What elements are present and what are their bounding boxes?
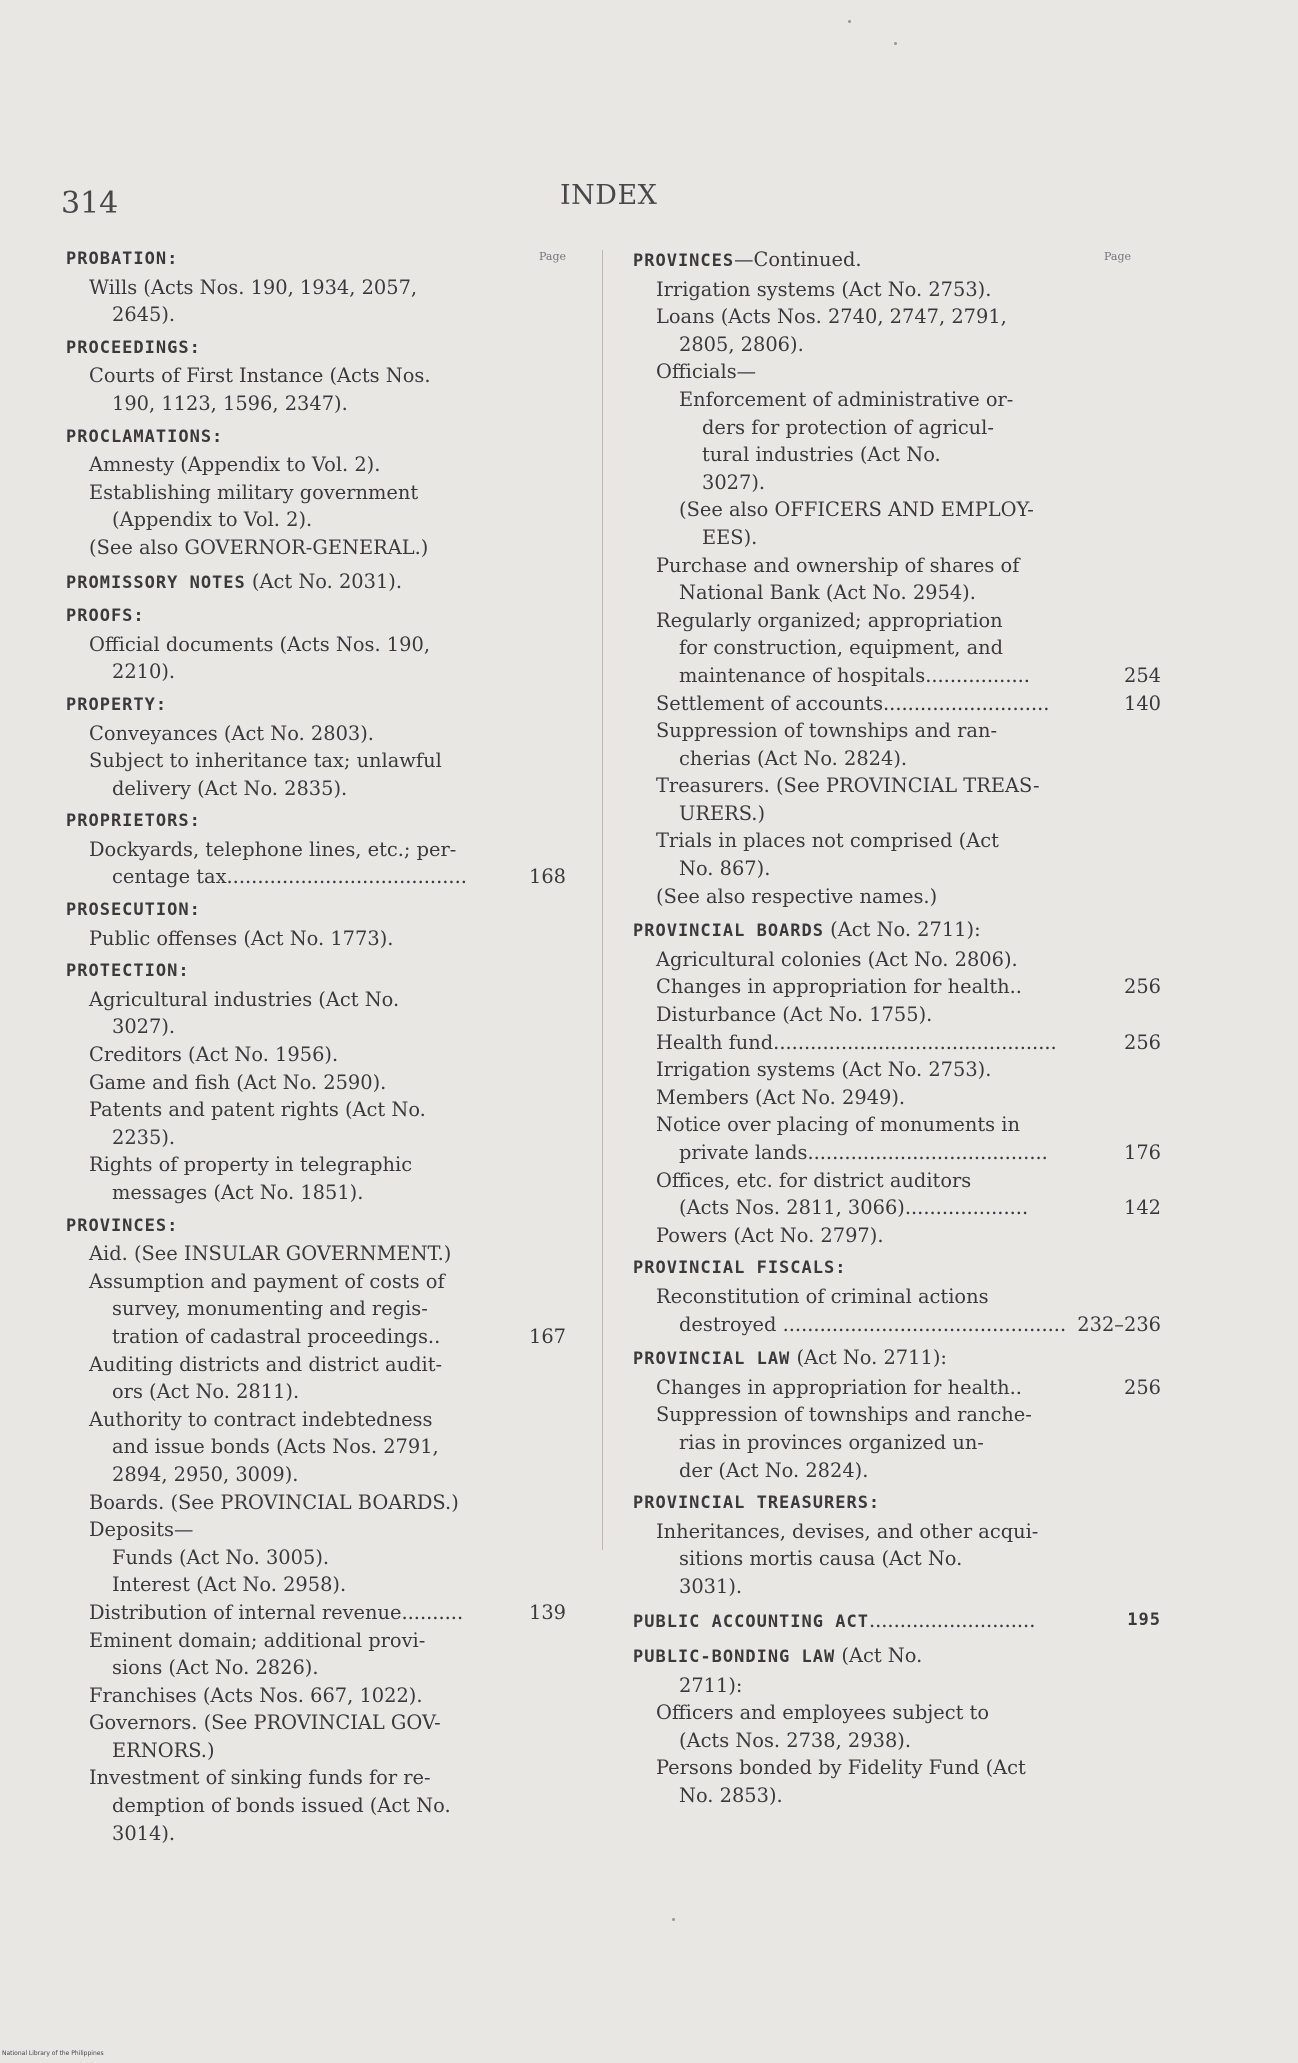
index-heading xyxy=(66,335,566,363)
entry-text: 3014). xyxy=(112,1821,176,1845)
entry-text: Amnesty (Appendix to Vol. 2). xyxy=(89,453,381,477)
running-head: INDEX xyxy=(560,180,658,211)
entry-text: National Bank (Act No. 2954). xyxy=(679,581,976,605)
entry-text: ors (Act No. 2811). xyxy=(112,1380,300,1404)
entry-text: 190, 1123, 1596, 2347). xyxy=(112,391,348,415)
entry-text: Agricultural colonies (Act No. 2806). xyxy=(656,947,1018,971)
entry-text: PROCLAMATIONS: xyxy=(66,426,224,447)
entry-text-continuation: (Act No. xyxy=(835,1644,923,1668)
index-subentry xyxy=(66,362,566,390)
index-subentry xyxy=(66,863,566,891)
index-subentry xyxy=(633,800,1161,828)
index-subentry xyxy=(66,631,566,659)
entry-text-continuation: (Act No. 2031). xyxy=(245,569,403,593)
index-subentry xyxy=(66,720,566,748)
index-subentry xyxy=(633,973,1161,1001)
index-subentry xyxy=(633,690,1161,718)
index-heading xyxy=(66,897,566,925)
entry-text: Inheritances, devises, and other acqui- xyxy=(656,1519,1039,1543)
entry-text: Irrigation systems (Act No. 2753). xyxy=(656,1058,992,1082)
entry-text: demption of bonds issued (Act No. xyxy=(112,1794,451,1818)
index-subentry xyxy=(66,301,566,329)
index-heading xyxy=(66,1213,566,1241)
page-reference: 140 xyxy=(1123,691,1161,715)
entry-text: PROMISSORY NOTES xyxy=(66,572,246,593)
entry-text: Game and fish (Act No. 2590). xyxy=(89,1070,387,1094)
page-column-label-right: Page xyxy=(1104,250,1132,263)
entry-text: Investment of sinking funds for re- xyxy=(89,1766,431,1790)
index-subentry xyxy=(633,772,1161,800)
index-subentry xyxy=(633,1401,1161,1429)
entry-text: Health fund.............................................. xyxy=(656,1030,1057,1054)
entry-text: survey, monumenting and regis- xyxy=(112,1297,428,1321)
entry-text-continuation: ........................... xyxy=(868,1608,1036,1632)
entry-text: centage tax....................................... xyxy=(112,865,467,889)
entry-text: PROPRIETORS: xyxy=(66,811,201,832)
entry-text: Assumption and payment of costs of xyxy=(89,1269,445,1293)
index-heading xyxy=(633,916,1161,946)
entry-text: (Acts Nos. 2738, 2938). xyxy=(679,1728,912,1752)
index-subentry xyxy=(66,1820,566,1848)
speck xyxy=(894,42,897,45)
speck xyxy=(672,1918,675,1921)
index-subentry xyxy=(66,1351,566,1379)
entry-text: Deposits— xyxy=(89,1518,194,1542)
entry-text-continuation: (Act No. 2711): xyxy=(790,1346,947,1370)
entry-text: Purchase and ownership of shares of xyxy=(656,553,1020,577)
entry-text: Powers (Act No. 2797). xyxy=(656,1223,884,1247)
entry-text: ERNORS.) xyxy=(112,1738,215,1762)
entry-text: tration of cadastral proceedings.. xyxy=(112,1324,441,1348)
index-subentry xyxy=(66,479,566,507)
entry-text: Conveyances (Act No. 2803). xyxy=(89,721,374,745)
entry-text: Treasurers. (See PROVINCIAL TREAS- xyxy=(656,774,1040,798)
index-subentry xyxy=(633,1727,1161,1755)
entry-text: 3027). xyxy=(702,470,766,494)
entry-text: Agricultural industries (Act No. xyxy=(89,987,400,1011)
entry-text: Irrigation systems (Act No. 2753). xyxy=(656,277,992,301)
index-heading xyxy=(633,1607,1161,1637)
index-subentry xyxy=(66,1433,566,1461)
page-column-label-left: Page xyxy=(539,250,567,263)
index-subentry xyxy=(66,274,566,302)
entry-text: Governors. (See PROVINCIAL GOV- xyxy=(89,1711,441,1735)
entry-text: Trials in places not comprised (Act xyxy=(656,829,999,853)
index-subentry xyxy=(66,1489,566,1517)
page-reference: 256 xyxy=(1123,975,1161,999)
entry-text: 3031). xyxy=(679,1574,743,1598)
entry-text: Offices, etc. for district auditors xyxy=(656,1168,972,1192)
index-subentry xyxy=(66,1571,566,1599)
speck xyxy=(848,20,851,23)
index-subentry xyxy=(633,1311,1161,1339)
index-subentry xyxy=(66,775,566,803)
entry-text: Eminent domain; additional provi- xyxy=(89,1628,426,1652)
index-heading xyxy=(633,1642,1161,1672)
index-heading xyxy=(633,1255,1161,1283)
index-subentry xyxy=(633,552,1161,580)
page-reference: 254 xyxy=(1123,663,1161,687)
index-heading xyxy=(66,424,566,452)
entry-text: sions (Act No. 2826). xyxy=(112,1656,319,1680)
index-subentry xyxy=(66,1041,566,1069)
index-subentry xyxy=(633,276,1161,304)
entry-text: Funds (Act No. 3005). xyxy=(112,1545,330,1569)
entry-text: PROPERTY: xyxy=(66,694,168,715)
entry-text: (Appendix to Vol. 2). xyxy=(112,508,313,532)
entry-text: (See also GOVERNOR-GENERAL.) xyxy=(89,535,429,559)
index-subentry xyxy=(633,358,1161,386)
entry-text: Changes in appropriation for health.. xyxy=(656,975,1022,999)
index-subentry xyxy=(66,1682,566,1710)
index-subentry xyxy=(66,1268,566,1296)
entry-text: Patents and patent rights (Act No. xyxy=(89,1098,426,1122)
index-subentry xyxy=(633,524,1161,552)
entry-text: delivery (Act No. 2835). xyxy=(112,776,348,800)
index-heading xyxy=(66,692,566,720)
index-subentry xyxy=(633,1139,1161,1167)
entry-text: (Acts Nos. 2811, 3066).................... xyxy=(679,1196,1029,1220)
index-subentry xyxy=(66,986,566,1014)
entry-text: Distribution of internal revenue.......... xyxy=(89,1600,464,1624)
index-subentry xyxy=(633,331,1161,359)
entry-text: destroyed .............................................. xyxy=(679,1312,1067,1336)
index-column-right xyxy=(633,240,1161,1810)
entry-text: for construction, equipment, and xyxy=(679,636,1004,660)
entry-text: Boards. (See PROVINCIAL BOARDS.) xyxy=(89,1490,459,1514)
index-subentry xyxy=(66,658,566,686)
entry-text: Persons bonded by Fidelity Fund (Act xyxy=(656,1756,1026,1780)
index-heading xyxy=(66,808,566,836)
index-subentry xyxy=(66,747,566,775)
entry-text: PUBLIC-BONDING LAW xyxy=(633,1647,836,1668)
index-heading xyxy=(633,1344,1161,1374)
index-subentry xyxy=(66,1599,566,1627)
page-reference: 195 xyxy=(1127,1609,1161,1630)
entry-text: private lands....................................... xyxy=(679,1141,1048,1164)
entry-text: messages (Act No. 1851). xyxy=(112,1181,364,1204)
index-subentry xyxy=(633,946,1161,974)
entry-text: Reconstitution of criminal actions xyxy=(656,1284,989,1308)
page-number: 314 xyxy=(61,186,119,221)
entry-text: and issue bonds (Acts Nos. 2791, xyxy=(112,1435,439,1459)
entry-text: Aid. (See INSULAR GOVERNMENT.) xyxy=(89,1242,452,1266)
entry-text: Official documents (Acts Nos. 190, xyxy=(89,632,430,656)
page-reference: 168 xyxy=(528,865,566,889)
index-subentry xyxy=(66,1792,566,1820)
index-subentry xyxy=(633,386,1161,414)
index-subentry xyxy=(66,1764,566,1792)
entry-text: (See also OFFICERS AND EMPLOY- xyxy=(679,498,1034,522)
index-subentry xyxy=(66,1516,566,1544)
index-subentry xyxy=(633,1029,1161,1057)
entry-text: Suppression of townships and ran- xyxy=(656,719,998,743)
entry-text: Authority to contract indebtedness xyxy=(89,1407,433,1431)
entry-text: Notice over placing of monuments in xyxy=(656,1113,1020,1137)
entry-text: No. 867). xyxy=(679,857,771,881)
entry-text: Courts of First Instance (Acts Nos. xyxy=(89,364,431,388)
index-subentry xyxy=(633,1056,1161,1084)
index-subentry xyxy=(633,634,1161,662)
entry-text: Loans (Acts Nos. 2740, 2747, 2791, xyxy=(656,305,1007,329)
entry-text: 2805, 2806). xyxy=(679,332,804,356)
entry-text: der (Act No. 2824). xyxy=(679,1458,869,1482)
entry-text: PROVINCIAL BOARDS xyxy=(633,921,824,942)
index-subentry xyxy=(633,303,1161,331)
entry-text: PROVINCES: xyxy=(66,1215,179,1236)
entry-text: Public offenses (Act No. 1773). xyxy=(89,926,394,950)
entry-text: Wills (Acts Nos. 190, 1934, 2057, xyxy=(89,275,418,299)
index-heading xyxy=(66,603,566,631)
index-subentry xyxy=(633,1545,1161,1573)
index-subentry xyxy=(633,1194,1161,1222)
index-heading xyxy=(633,1490,1161,1518)
entry-text: Auditing districts and district audit- xyxy=(89,1352,443,1376)
index-subentry xyxy=(633,414,1161,442)
entry-text: PROVINCIAL TREASURERS: xyxy=(633,1493,881,1514)
index-subentry xyxy=(66,1737,566,1765)
entry-text: URERS.) xyxy=(679,801,766,825)
page-reference: 142 xyxy=(1123,1196,1161,1220)
index-subentry xyxy=(633,1001,1161,1029)
entry-text: PROOFS: xyxy=(66,606,145,627)
index-subentry xyxy=(633,1283,1161,1311)
entry-text: 2894, 2950, 3009). xyxy=(112,1462,299,1486)
index-subentry xyxy=(633,579,1161,607)
entry-text: 2210). xyxy=(112,660,176,684)
index-subentry xyxy=(633,717,1161,745)
index-subentry xyxy=(633,1111,1161,1139)
index-subentry xyxy=(633,1672,1161,1700)
entry-text-continuation: (Act No. 2711): xyxy=(824,918,981,942)
index-subentry xyxy=(633,441,1161,469)
entry-text: No. 2853). xyxy=(679,1784,783,1808)
index-subentry xyxy=(66,1013,566,1041)
entry-text: Settlement of accounts........................... xyxy=(656,691,1050,715)
entry-text: 2711): xyxy=(679,1673,743,1697)
index-subentry xyxy=(633,1699,1161,1727)
entry-text: PROCEEDINGS: xyxy=(66,337,201,358)
index-subentry xyxy=(633,662,1161,690)
entry-text: PROVINCES xyxy=(633,251,735,271)
index-subentry xyxy=(66,836,566,864)
entry-text: Interest (Act No. 2958). xyxy=(112,1573,347,1597)
entry-text: cherias (Act No. 2824). xyxy=(679,746,908,770)
entry-text: Officials— xyxy=(656,360,757,384)
index-column-left xyxy=(66,240,566,1847)
index-subentry xyxy=(66,1544,566,1572)
index-heading xyxy=(66,568,566,598)
index-subentry xyxy=(66,1069,566,1097)
index-subentry xyxy=(633,745,1161,773)
entry-text: ders for protection of agricul- xyxy=(702,415,994,439)
entry-text: Dockyards, telephone lines, etc.; per- xyxy=(89,837,457,861)
entry-text-continuation: —Continued. xyxy=(734,248,862,271)
entry-text: Regularly organized; appropriation xyxy=(656,608,1003,632)
index-subentry xyxy=(66,1323,566,1351)
index-subentry xyxy=(633,1429,1161,1457)
index-subentry xyxy=(66,1627,566,1655)
index-subentry xyxy=(633,855,1161,883)
entry-text: tural industries (Act No. xyxy=(702,443,941,467)
index-subentry xyxy=(633,1167,1161,1195)
entry-text: Enforcement of administrative or- xyxy=(679,387,1014,411)
index-heading xyxy=(66,246,566,274)
entry-text: 2235). xyxy=(112,1125,176,1149)
entry-text: PROTECTION: xyxy=(66,961,190,982)
entry-text: Suppression of townships and ranche- xyxy=(656,1403,1032,1427)
index-subentry xyxy=(633,1457,1161,1485)
page-reference: 232–236 xyxy=(1077,1312,1161,1336)
index-subentry xyxy=(66,1461,566,1489)
index-subentry xyxy=(633,607,1161,635)
index-subentry xyxy=(66,1124,566,1152)
entry-text: PROVINCIAL FISCALS: xyxy=(633,1258,847,1279)
index-subentry xyxy=(66,1654,566,1682)
footer-credit: National Library of the Philippines xyxy=(2,2050,104,2057)
entry-text: PROSECUTION: xyxy=(66,900,201,921)
index-subentry xyxy=(66,1151,566,1179)
page-reference: 256 xyxy=(1123,1375,1161,1399)
entry-text: (See also respective names.) xyxy=(656,884,938,908)
entry-text: PROBATION: xyxy=(66,249,179,269)
entry-text: Subject to inheritance tax; unlawful xyxy=(89,749,442,773)
index-subentry xyxy=(633,496,1161,524)
index-subentry xyxy=(66,451,566,479)
entry-text: PUBLIC ACCOUNTING ACT xyxy=(633,1611,869,1632)
entry-text: PROVINCIAL LAW xyxy=(633,1349,791,1370)
entry-text: Franchises (Acts Nos. 667, 1022). xyxy=(89,1683,423,1707)
entry-text: maintenance of hospitals................. xyxy=(679,663,1030,687)
page-reference: 139 xyxy=(528,1600,566,1624)
index-subentry xyxy=(66,506,566,534)
index-subentry xyxy=(66,1179,566,1207)
entry-text: Rights of property in telegraphic xyxy=(89,1153,413,1177)
entry-text: 2645). xyxy=(112,303,176,327)
column-divider xyxy=(602,250,603,1550)
index-heading xyxy=(633,246,1161,276)
entry-text: Officers and employees subject to xyxy=(656,1701,990,1725)
index-subentry xyxy=(66,1378,566,1406)
index-subentry xyxy=(633,1084,1161,1112)
index-subentry xyxy=(66,1295,566,1323)
entry-text: EES). xyxy=(702,525,758,549)
index-subentry xyxy=(633,883,1161,911)
index-subentry xyxy=(66,925,566,953)
index-subentry xyxy=(66,1709,566,1737)
page-reference: 176 xyxy=(1123,1141,1161,1164)
index-subentry xyxy=(633,1518,1161,1546)
entry-text: Members (Act No. 2949). xyxy=(656,1085,906,1109)
entry-text: Establishing military government xyxy=(89,480,419,504)
index-subentry xyxy=(66,1240,566,1268)
index-subentry xyxy=(66,390,566,418)
index-subentry xyxy=(66,1406,566,1434)
index-subentry xyxy=(633,1374,1161,1402)
index-subentry xyxy=(633,1754,1161,1782)
index-subentry xyxy=(633,1222,1161,1250)
entry-text: Disturbance (Act No. 1755). xyxy=(656,1003,933,1027)
index-subentry xyxy=(633,1573,1161,1601)
entry-text: 3027). xyxy=(112,1015,176,1039)
entry-text: sitions mortis causa (Act No. xyxy=(679,1547,963,1571)
page-reference: 167 xyxy=(528,1324,566,1348)
entry-text: rias in provinces organized un- xyxy=(679,1430,984,1454)
entry-text: Creditors (Act No. 1956). xyxy=(89,1043,339,1067)
index-subentry xyxy=(66,534,566,562)
index-heading xyxy=(66,958,566,986)
index-subentry xyxy=(633,1782,1161,1810)
index-subentry xyxy=(633,469,1161,497)
page-reference: 256 xyxy=(1123,1030,1161,1054)
index-subentry xyxy=(633,827,1161,855)
entry-text: Changes in appropriation for health.. xyxy=(656,1375,1022,1399)
index-subentry xyxy=(66,1096,566,1124)
